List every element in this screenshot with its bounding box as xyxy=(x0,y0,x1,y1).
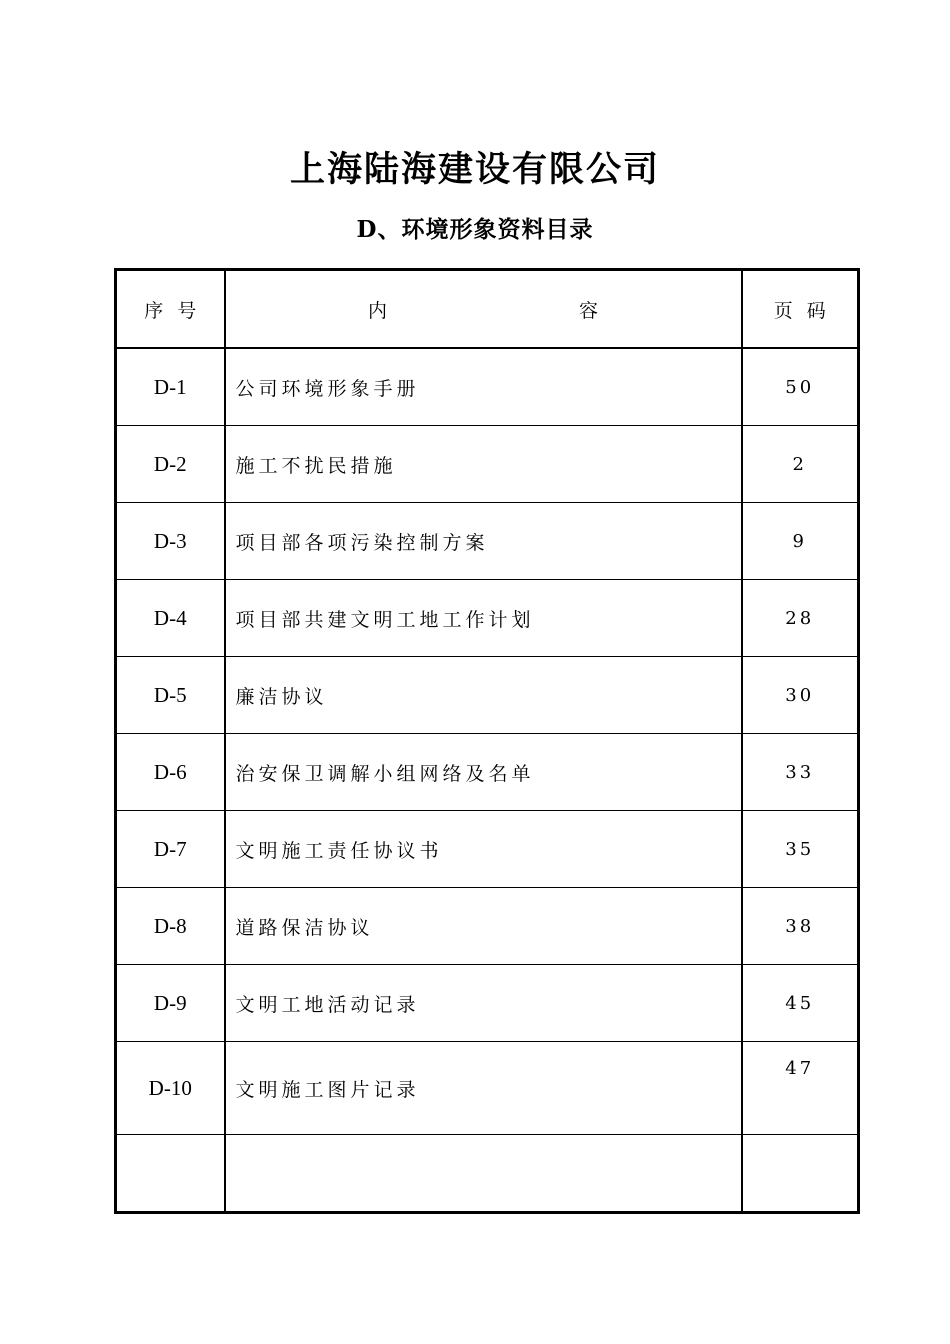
row-page: 28 xyxy=(742,580,859,657)
row-content: 项目部各项污染控制方案 xyxy=(225,503,742,580)
row-content: 道路保洁协议 xyxy=(225,888,742,965)
row-seq: D-8 xyxy=(116,888,225,965)
row-seq: D-7 xyxy=(116,811,225,888)
table-row xyxy=(116,965,859,1042)
row-content: 公司环境形象手册 xyxy=(225,348,742,426)
row-content: 治安保卫调解小组网络及名单 xyxy=(225,734,742,811)
row-seq: D-4 xyxy=(116,580,225,657)
row-page: 45 xyxy=(742,965,859,1042)
row-page xyxy=(742,1135,859,1213)
row-page: 33 xyxy=(742,734,859,811)
row-content: 廉洁协议 xyxy=(225,657,742,734)
row-content: 文明施工责任协议书 xyxy=(225,811,742,888)
row-seq: D-2 xyxy=(116,426,225,503)
row-page: 47 xyxy=(742,1042,859,1135)
table-header-row xyxy=(116,270,859,349)
header-content: 内 容 xyxy=(225,270,742,349)
row-content: 文明工地活动记录 xyxy=(225,965,742,1042)
table-row xyxy=(116,657,859,734)
row-seq: D-9 xyxy=(116,965,225,1042)
row-content xyxy=(225,1135,742,1213)
company-title: 上海陆海建设有限公司 xyxy=(289,149,660,190)
row-seq: D-10 xyxy=(116,1042,225,1135)
header-seq: 序号 xyxy=(116,270,225,349)
table-row xyxy=(116,426,859,503)
empty-table-row xyxy=(116,1135,859,1213)
row-content: 施工不扰民措施 xyxy=(225,426,742,503)
table-row xyxy=(116,348,859,426)
row-page: 30 xyxy=(742,657,859,734)
row-page: 2 xyxy=(742,426,859,503)
table-row xyxy=(116,888,859,965)
row-seq: D-1 xyxy=(116,348,225,426)
row-page: 50 xyxy=(742,348,859,426)
row-content: 文明施工图片记录 xyxy=(225,1042,742,1135)
header-page: 页码 xyxy=(742,270,859,349)
row-seq: D-5 xyxy=(116,657,225,734)
table-row xyxy=(116,503,859,580)
row-page: 9 xyxy=(742,503,859,580)
contents-table xyxy=(114,268,860,1214)
table-row xyxy=(116,580,859,657)
table-row xyxy=(116,811,859,888)
row-seq: D-6 xyxy=(116,734,225,811)
row-page: 35 xyxy=(742,811,859,888)
document-title: D、环境形象资料目录 xyxy=(356,216,594,243)
table-row xyxy=(116,734,859,811)
row-seq: D-3 xyxy=(116,503,225,580)
row-content: 项目部共建文明工地工作计划 xyxy=(225,580,742,657)
row-seq xyxy=(116,1135,225,1213)
table-row xyxy=(116,1042,859,1135)
row-page: 38 xyxy=(742,888,859,965)
